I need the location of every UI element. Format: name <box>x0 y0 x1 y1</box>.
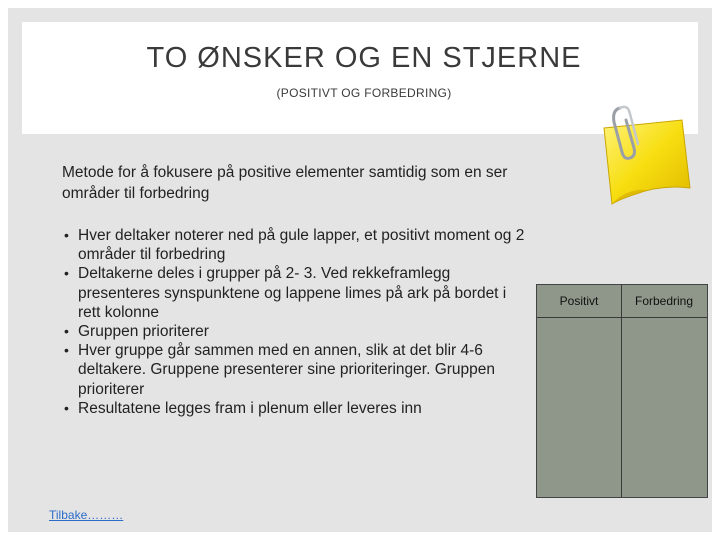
bullet-text: Gruppen prioriterer <box>78 323 209 341</box>
bullet-marker: • <box>64 227 69 243</box>
bullet-text: Hver deltaker noterer ned på gule lapper, et positivt moment og 2 områder til forbedring <box>78 227 525 264</box>
intro-text: Metode for å fokusere på positive elementer samtidig som en ser områder til forbedring <box>62 164 508 202</box>
list-item <box>62 399 532 418</box>
list-item <box>62 322 532 341</box>
sticky-note-paperclip-icon <box>590 100 702 212</box>
sorting-table <box>536 284 708 498</box>
bullet-text: Resultatene legges fram i plenum eller leveres inn <box>78 399 422 417</box>
back-link[interactable]: Tilbake……… <box>49 508 124 522</box>
bullet-marker: • <box>64 342 69 359</box>
bullet-text: Hver gruppe går sammen med en annen, slik at det blir 4-6 deltakere. Gruppene presenterer sine prioriteringer. Gruppen prioriterer <box>78 342 496 398</box>
slide-subtitle: (POSITIVT OG FORBEDRING) <box>276 86 452 100</box>
list-item <box>62 226 532 264</box>
bullet-marker: • <box>64 323 69 340</box>
slide <box>8 8 712 532</box>
bullet-marker: • <box>64 265 69 282</box>
list-item <box>62 341 532 399</box>
table-header-improvement: Forbedring <box>634 294 694 308</box>
table-header-positive: Positivt <box>559 294 599 308</box>
list-item <box>62 264 532 322</box>
bullet-list <box>62 226 532 418</box>
bullet-text: Deltakerne deles i grupper på 2- 3. Ved rekkeframlegg presenteres synspunktene og lappene limes på ark på bordet i rett kolonne <box>78 265 507 321</box>
bullet-marker: • <box>64 399 69 416</box>
slide-title: TO ØNSKER OG EN STJERNE <box>146 42 582 74</box>
header-divider <box>537 317 707 318</box>
